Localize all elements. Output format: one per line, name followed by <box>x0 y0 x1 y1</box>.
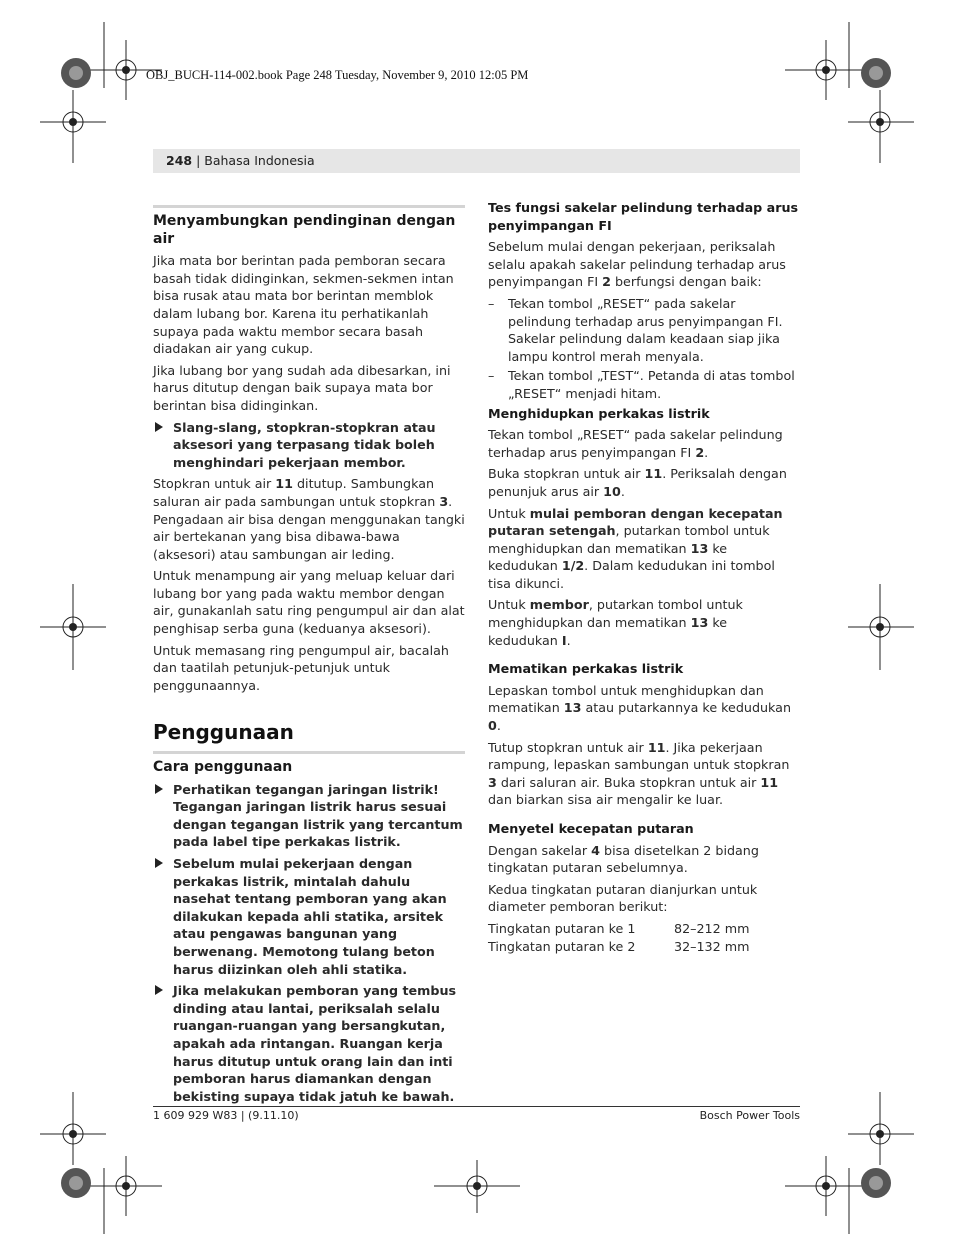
speed-value: 32–132 mm <box>674 938 750 954</box>
paragraph: Lepaskan tombol untuk menghidupkan dan mematikan 13 atau putarkannya ke kedudukan 0. <box>488 682 791 734</box>
arrow-bullet-icon <box>155 858 163 868</box>
paragraph: Tekan tombol „RESET“ pada sakelar pelindung terhadap arus penyimpangan FI 2. <box>488 427 783 460</box>
right-column <box>488 199 800 955</box>
section-title-water-cooling: Menyambungkan pendinginan dengan air <box>153 213 456 247</box>
dash-item <box>488 295 800 365</box>
page-number: 248 <box>166 153 193 168</box>
dash-text: Tekan tombol „TEST“. Petanda di atas tombol „RESET“ menjadi hitam. <box>508 368 795 401</box>
speed-label: Tingkatan putaran ke 2 <box>488 938 636 954</box>
warning-bullet <box>153 982 465 1105</box>
footer-brand: Bosch Power Tools <box>699 1109 800 1122</box>
speed-row <box>488 938 800 956</box>
dash-item <box>488 367 800 402</box>
paragraph: Dengan sakelar 4 bisa disetelkan 2 bidang tingkatan putaran sebelumnya. <box>488 842 759 876</box>
warning-bullet <box>153 781 465 851</box>
paragraph: Untuk memasang ring pengumpul air, bacalah dan taatilah petunjuk-petunjuk untuk penggunaannya. <box>153 642 449 693</box>
header-separator: | <box>192 153 205 168</box>
speed-table <box>488 920 800 955</box>
subheading-speed: Menyetel kecepatan putaran <box>488 821 694 836</box>
dash-marker: – <box>488 368 495 384</box>
bullet-text: Jika melakukan pemboran yang tembus dinding atau lantai, periksalah selalu ruangan-ruangan yang bersangkutan, apakah ada rintangan. Ruangan kerja harus ditutup untuk orang lain dan inti pemboran harus diamankan dengan bekisting supaya tidak jatuh ke bawah. <box>173 983 457 1104</box>
subheading-switch-off: Mematikan perkakas listrik <box>488 661 684 677</box>
paragraph: Untuk membor, putarkan tombol untuk menghidupkan dan mematikan 13 ke kedudukan I. <box>488 597 743 648</box>
footer-doc-code: 1 609 929 W83 | (9.11.10) <box>153 1109 299 1122</box>
arrow-bullet-icon <box>155 985 163 995</box>
arrow-bullet-icon <box>155 784 163 794</box>
bullet-text: Slang-slang, stopkran-stopkran atau aksesori yang terpasang tidak boleh menghindari pekerjaan membor. <box>173 419 436 470</box>
warning-bullet <box>153 855 465 978</box>
bullet-text: Sebelum mulai pekerjaan dengan perkakas listrik, mintalah dahulu nasehat tentang pemboran yang akan dilakukan kepada ahli statika, arsitek atau pengawas bangunan yang berwenang. Memotong tulang beton harus diizinkan oleh ahli statika. <box>173 856 447 977</box>
subheading-switch-on: Menghidupkan perkakas listrik <box>488 405 710 421</box>
chapter-title: Penggunaan <box>153 720 294 745</box>
print-slug: OBJ_BUCH-114-002.book Page 248 Tuesday, November 9, 2010 12:05 PM <box>146 68 529 82</box>
paragraph: Untuk mulai pemboran dengan kecepatan putaran setengah, putarkan tombol untuk menghidupkan dan mematikan 13 ke kedudukan 1/2. Dalam kedudukan ini tombol tisa dikunci. <box>488 505 783 591</box>
paragraph: Stopkran untuk air 11 ditutup. Sambungkan saluran air pada sambungan untuk stopkran 3. Pengadaan air bisa dengan menggunakan tangki air bertekanan yang bisa dibawa-bawa (aksesori) atau sambungan air leding. <box>153 476 465 562</box>
paragraph: Jika mata bor berintan pada pemboran secara basah tidak didinginkan, sekmen-sekmen intan bisa rusak atau mata bor berintan memblok dalam lubang bor. Karena itu perhatikanlah supaya pada waktu membor secara basah diadakan air yang cukup. <box>153 253 454 357</box>
footer <box>153 1106 800 1122</box>
paragraph: Untuk menampung air yang meluap keluar dari lubang bor yang pada waktu membor dengan air, gunakanlah satu ring pengumpul air dan alat penghisap serba guna (keduanya aksesori). <box>153 568 465 637</box>
header-language: Bahasa Indonesia <box>204 153 315 168</box>
speed-value: 82–212 mm <box>674 920 750 936</box>
speed-row <box>488 920 800 938</box>
speed-label: Tingkatan putaran ke 1 <box>488 920 636 936</box>
subheading-fi-test: Tes fungsi sakelar pelindung terhadap arus penyimpangan FI <box>488 200 799 233</box>
paragraph: Buka stopkran untuk air 11. Periksalah dengan penunjuk arus air 10. <box>488 466 787 499</box>
dash-text: Tekan tombol „RESET“ pada sakelar pelindung terhadap arus penyimpangan FI. Sakelar pelindung dalam keadaan siap jika lampu kontrol merah menyala. <box>508 295 783 364</box>
paragraph: Sebelum mulai dengan pekerjaan, periksalah selalu apakah sakelar pelindung terhadap arus penyimpangan FI 2 berfungsi dengan baik: <box>488 239 786 290</box>
running-header <box>153 149 800 173</box>
divider <box>153 751 465 754</box>
dash-marker: – <box>488 295 495 311</box>
paragraph: Tutup stopkran untuk air 11. Jika pekerjaan rampung, lepaskan sambungan untuk stopkran 3 dari saluran air. Buka stopkran untuk air 11 dan biarkan sisa air mengalir ke luar. <box>488 739 790 808</box>
paragraph: Kedua tingkatan putaran dianjurkan untuk diameter pemboran berikut: <box>488 881 758 915</box>
warning-bullet <box>153 419 465 472</box>
arrow-bullet-icon <box>155 422 163 432</box>
paragraph: Jika lubang bor yang sudah ada dibesarkan, ini harus ditutup dengan baik supaya mata bor berintan bisa didinginkan. <box>153 362 451 413</box>
bullet-text: Perhatikan tegangan jaringan listrik! Tegangan jaringan listrik harus sesuai dengan tegangan listrik yang tercantum pada label tipe perkakas listrik. <box>173 781 463 850</box>
section-title-usage: Cara penggunaan <box>153 759 293 776</box>
left-column <box>153 205 465 1109</box>
